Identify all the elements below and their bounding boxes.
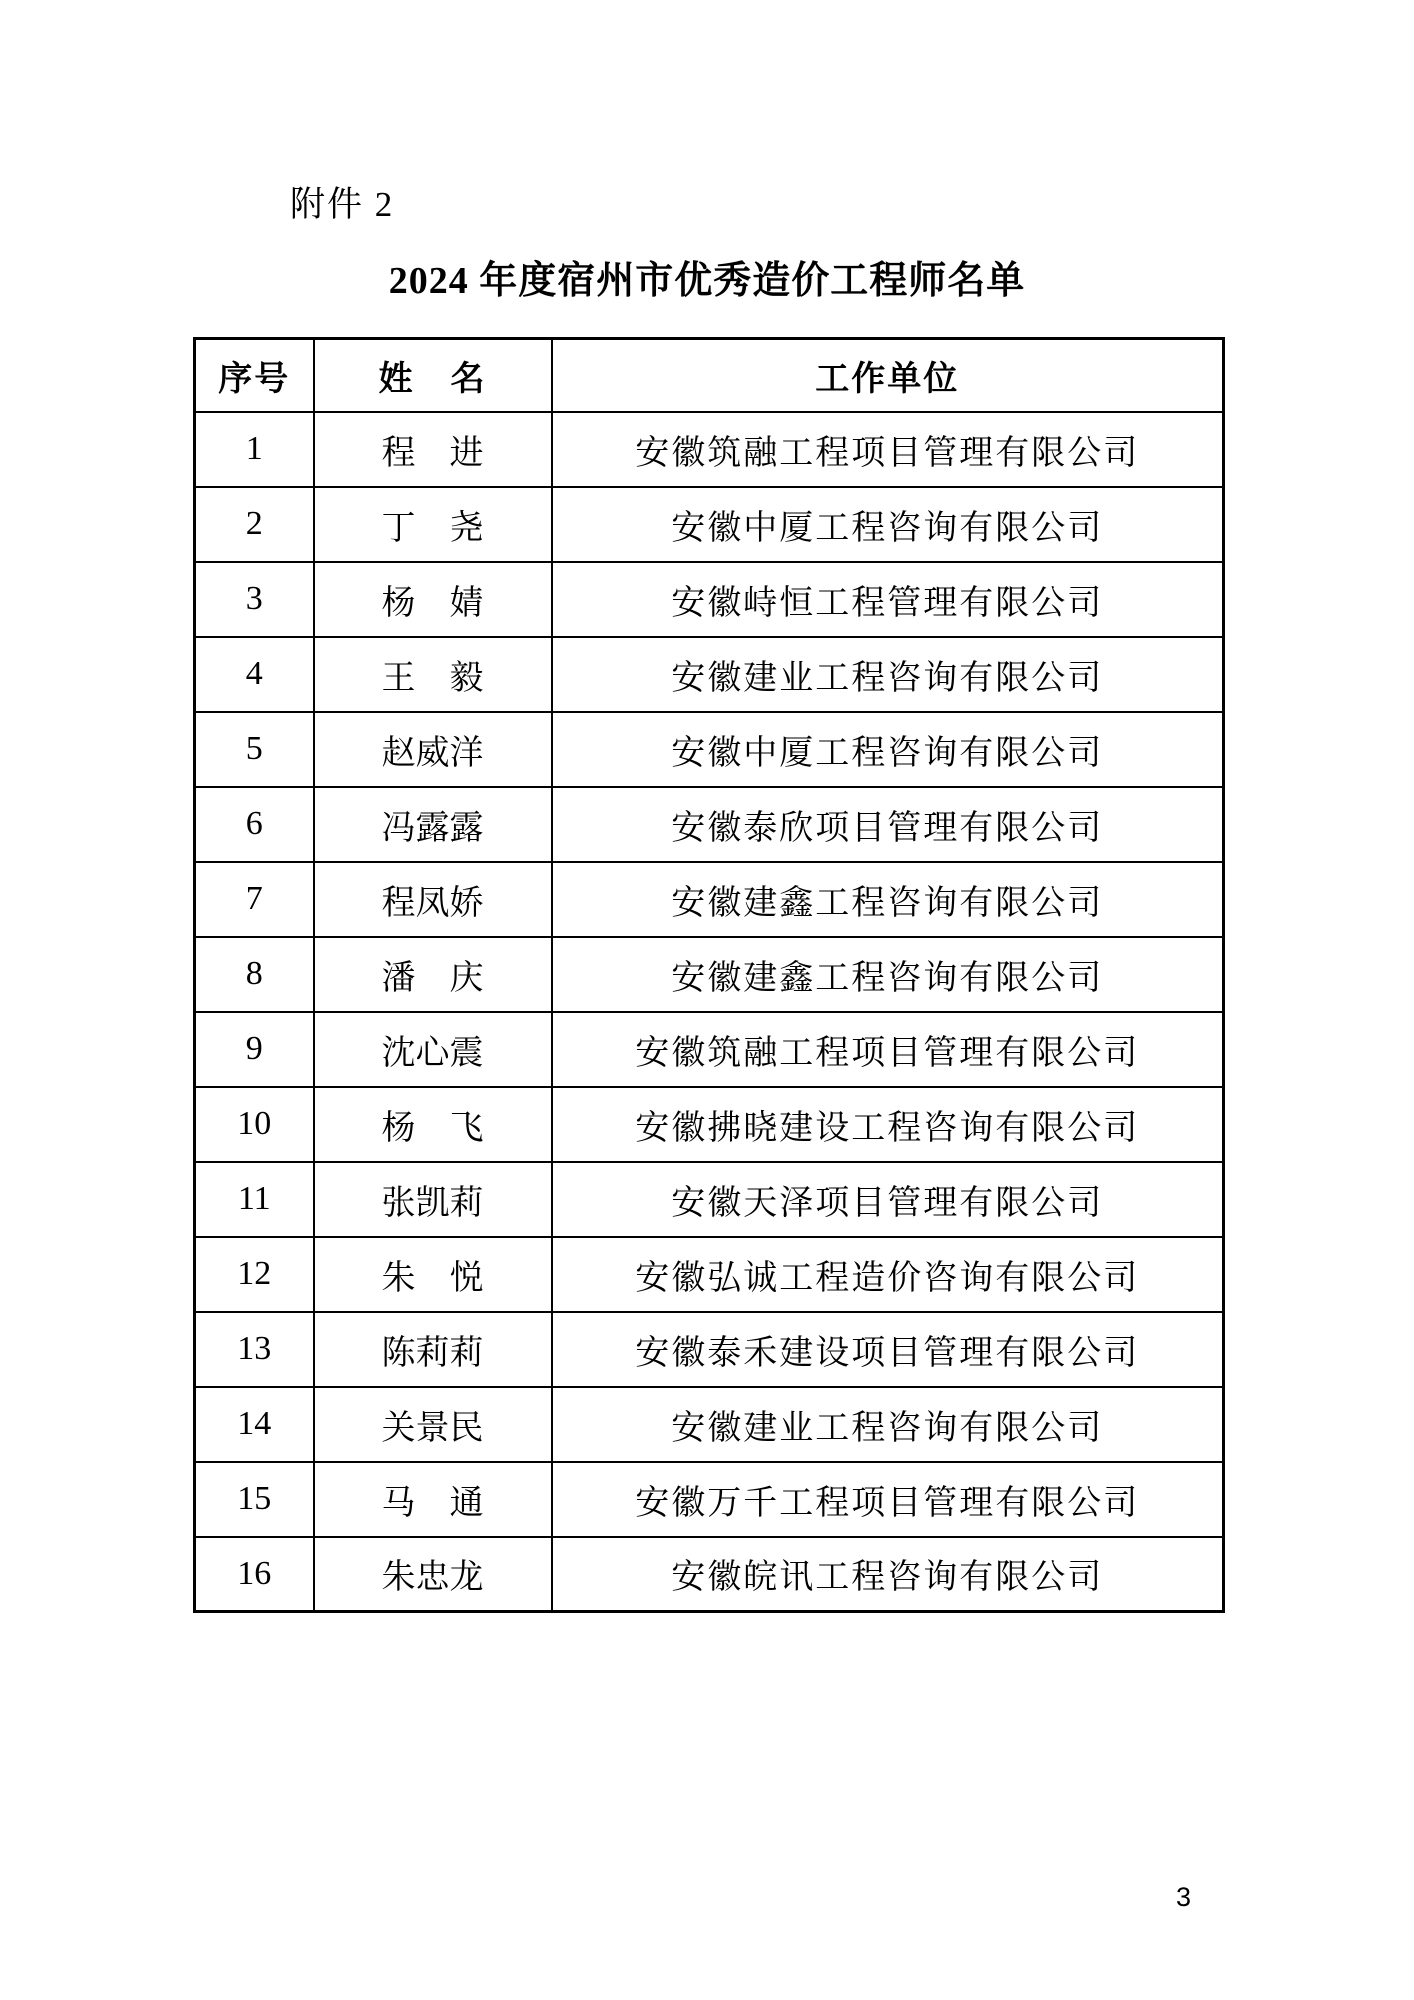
row-work-unit: 安徽泰禾建设项目管理有限公司 — [552, 1312, 1224, 1387]
row-serial-number: 16 — [195, 1537, 314, 1612]
row-serial-number: 14 — [195, 1387, 314, 1462]
table-row — [195, 1237, 1224, 1312]
table-row — [195, 862, 1224, 937]
row-name: 陈莉莉 — [314, 1312, 552, 1387]
page-title: 2024 年度宿州市优秀造价工程师名单 — [388, 260, 1026, 302]
row-serial-number: 6 — [195, 787, 314, 862]
header-serial-number: 序号 — [195, 339, 314, 412]
table-row — [195, 1012, 1224, 1087]
row-name: 朱忠龙 — [314, 1537, 552, 1612]
table-row — [195, 937, 1224, 1012]
row-name: 程 进 — [314, 412, 552, 487]
row-name: 赵威洋 — [314, 712, 552, 787]
table-header-row — [195, 339, 1224, 412]
table-row — [195, 637, 1224, 712]
row-serial-number: 1 — [195, 412, 314, 487]
table-row — [195, 1387, 1224, 1462]
row-work-unit: 安徽中厦工程咨询有限公司 — [552, 712, 1224, 787]
row-work-unit: 安徽建业工程咨询有限公司 — [552, 637, 1224, 712]
page-number: 3 — [1176, 1882, 1192, 1912]
row-name: 丁 尧 — [314, 487, 552, 562]
table-row — [195, 562, 1224, 637]
row-name: 冯露露 — [314, 787, 552, 862]
header-work-unit: 工作单位 — [552, 339, 1224, 412]
row-name: 潘 庆 — [314, 937, 552, 1012]
row-name: 杨 婧 — [314, 562, 552, 637]
row-name: 王 毅 — [314, 637, 552, 712]
row-work-unit: 安徽峙恒工程管理有限公司 — [552, 562, 1224, 637]
row-name: 朱 悦 — [314, 1237, 552, 1312]
row-work-unit: 安徽皖讯工程咨询有限公司 — [552, 1537, 1224, 1612]
row-name: 张凯莉 — [314, 1162, 552, 1237]
row-work-unit: 安徽筑融工程项目管理有限公司 — [552, 1012, 1224, 1087]
row-name: 马 通 — [314, 1462, 552, 1537]
row-serial-number: 13 — [195, 1312, 314, 1387]
row-work-unit: 安徽弘诚工程造价咨询有限公司 — [552, 1237, 1224, 1312]
row-work-unit: 安徽建鑫工程咨询有限公司 — [552, 937, 1224, 1012]
row-work-unit: 安徽泰欣项目管理有限公司 — [552, 787, 1224, 862]
row-serial-number: 9 — [195, 1012, 314, 1087]
row-name: 沈心震 — [314, 1012, 552, 1087]
row-work-unit: 安徽建鑫工程咨询有限公司 — [552, 862, 1224, 937]
table-row — [195, 1312, 1224, 1387]
row-serial-number: 8 — [195, 937, 314, 1012]
row-work-unit: 安徽筑融工程项目管理有限公司 — [552, 412, 1224, 487]
row-serial-number: 10 — [195, 1087, 314, 1162]
row-serial-number: 5 — [195, 712, 314, 787]
row-work-unit: 安徽建业工程咨询有限公司 — [552, 1387, 1224, 1462]
row-work-unit: 安徽中厦工程咨询有限公司 — [552, 487, 1224, 562]
attachment-label: 附件 2 — [290, 185, 395, 224]
row-serial-number: 3 — [195, 562, 314, 637]
table-row — [195, 1537, 1224, 1612]
row-work-unit: 安徽万千工程项目管理有限公司 — [552, 1462, 1224, 1537]
row-work-unit: 安徽天泽项目管理有限公司 — [552, 1162, 1224, 1237]
row-name: 程凤娇 — [314, 862, 552, 937]
row-name: 关景民 — [314, 1387, 552, 1462]
row-serial-number: 12 — [195, 1237, 314, 1312]
header-name: 姓 名 — [314, 339, 552, 412]
table-row — [195, 487, 1224, 562]
row-serial-number: 15 — [195, 1462, 314, 1537]
table-row — [195, 787, 1224, 862]
table-row — [195, 712, 1224, 787]
row-work-unit: 安徽拂晓建设工程咨询有限公司 — [552, 1087, 1224, 1162]
engineers-table — [193, 337, 1225, 1613]
table-row — [195, 1462, 1224, 1537]
row-serial-number: 4 — [195, 637, 314, 712]
table-row — [195, 1087, 1224, 1162]
row-serial-number: 2 — [195, 487, 314, 562]
row-serial-number: 7 — [195, 862, 314, 937]
table-row — [195, 1162, 1224, 1237]
table-row — [195, 412, 1224, 487]
row-serial-number: 11 — [195, 1162, 314, 1237]
row-name: 杨 飞 — [314, 1087, 552, 1162]
